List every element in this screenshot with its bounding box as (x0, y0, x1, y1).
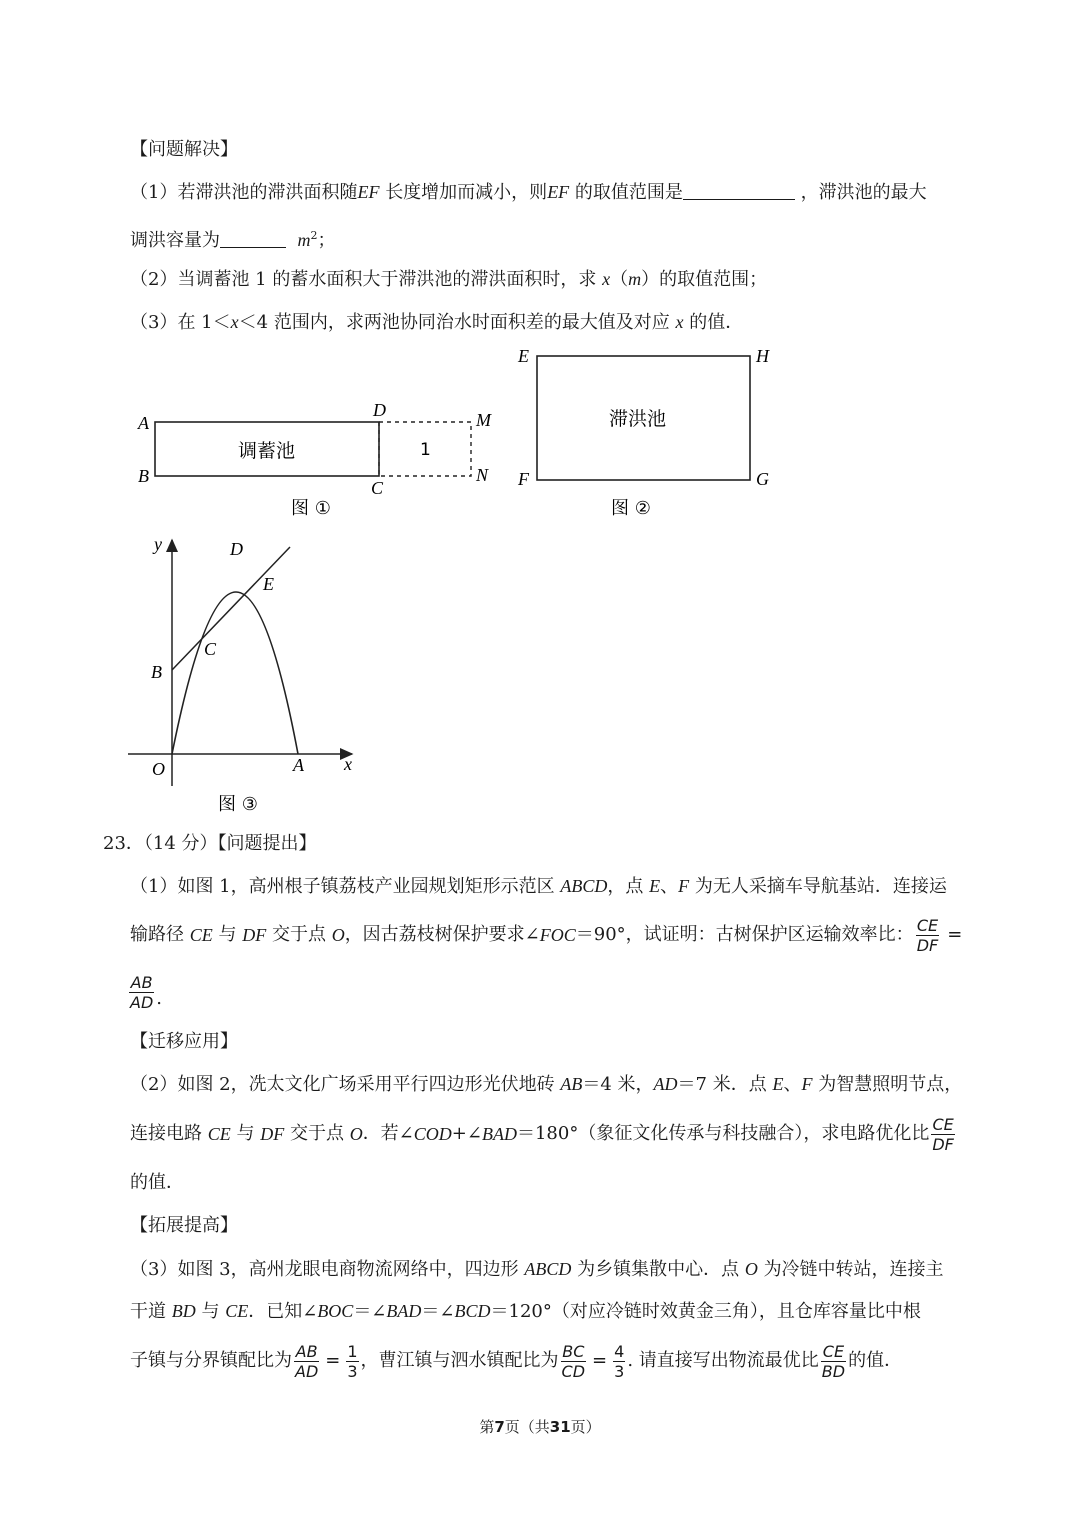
fig3-caption: 图 ③ (218, 794, 258, 815)
q23-part3-line1: （3）如图 3，高州龙眼电商物流网络中，四边形 ABCD 为乡镇集散中心．点 O 为冷链中转站，连接主 (130, 1259, 944, 1280)
figure-1 (137, 400, 492, 519)
line-bc (172, 547, 290, 670)
fraction-ab-ad-2: $\frac{AB}{AD}$ (295, 1341, 319, 1381)
q22-part3: （3）在 1＜x＜4 范围内，求两池协同治水时面积差的最大值及对应 x 的值． (130, 312, 744, 333)
q23-part1-line1: （1）如图 1，高州根子镇荔枝产业园规划矩形示范区 ABCD，点 E、F 为无人采摘车导航基站．连接运 (130, 876, 947, 897)
fig1-region-1: 1 (420, 440, 431, 460)
heading-transfer-apply: 【迁移应用】 (130, 1031, 238, 1052)
fig1-caption: 图 ① (291, 498, 331, 519)
page-footer: 第7页（共31页） (479, 1418, 601, 1436)
q23-part2-line2: 连接电路 CE 与 DF 交于点 O ．若∠ COD +∠ BAD ＝180°（象征文化传承与科技融合），求电路优化比 $\frac{CE}{DF}$ (130, 1114, 954, 1154)
fig3-label-b: B (151, 662, 162, 682)
fig1-label-c: C (371, 478, 384, 498)
fig3-label-y: y (154, 534, 162, 554)
fraction-ab-ad: $\frac{AB}{AD}$ (130, 972, 154, 1012)
q23-part3-line3: 子镇与分界镇配比为 $\frac{AB}{AD}$ = $\frac{1}{3}$ ，曹江镇与泗水镇配比为 $\frac{BC}{CD}$ = $\frac{4}{3}$ . 请直接写出物流最优比 $\frac{CE}{BD}$ 的值． (130, 1341, 903, 1381)
q23-part3-line2: 干道 BD 与 CE．已知∠BOC＝∠BAD＝∠BCD＝120°（对应冷链时效黄金三角），且仓库容量比中根 (130, 1301, 921, 1322)
fraction-ce-df: $\frac{CE}{DF}$ (916, 915, 939, 955)
fig3-label-o: O (152, 759, 165, 779)
heading-problem-solve: 【问题解决】 (130, 139, 238, 160)
q23-part2-line1: （2）如图 2，冼太文化广场采用平行四边形光伏地砖 AB＝4 米，AD＝7 米．点 E、F 为智慧照明节点， (130, 1074, 963, 1095)
fig3-label-e: E (263, 574, 274, 594)
fig2-label-f: F (518, 469, 529, 489)
fraction-bc-cd: $\frac{BC}{CD}$ (561, 1341, 586, 1381)
fig1-region-main: 调蓄池 (238, 440, 296, 462)
q23-part1-line2: 输路径 CE 与 DF 交于点 O ，因古荔枝树保护要求∠ FOC ＝90°，试证明：古树保护区运输效率比： $\frac{CE}{DF}$ = (130, 915, 963, 955)
fig1-label-d: D (373, 400, 386, 420)
fig3-label-a: A (293, 755, 304, 775)
q23-title: 23．（14 分）【问题提出】 (103, 833, 317, 854)
fig2-label-h: H (756, 346, 769, 366)
page-number: 7 (494, 1418, 505, 1436)
q23-part1-line3: $\frac{AB}{AD}$ . (130, 972, 162, 1012)
figure-3 (100, 530, 500, 830)
heading-extend-improve: 【拓展提高】 (130, 1215, 238, 1236)
q22-part2: （2）当调蓄池 1 的蓄水面积大于滞洪池的滞洪面积时，求 x（m）的取值范围； (130, 269, 768, 290)
fig3-label-d: D (230, 539, 243, 559)
fig1-label-b: B (138, 466, 149, 486)
fig3-label-x: x (344, 754, 352, 774)
fraction-ce-df-2: $\frac{CE}{DF}$ (932, 1114, 954, 1154)
fig1-label-a: A (138, 413, 149, 433)
fig1-label-m: M (476, 410, 491, 430)
q23-part2-line3: 的值． (130, 1172, 184, 1193)
q22-part1-line2: 调洪容量为 $m^2$； (130, 229, 336, 251)
fig2-label-e: E (518, 346, 529, 366)
fig1-label-n: N (476, 465, 489, 485)
fig2-caption: 图 ② (611, 498, 651, 519)
fig3-label-c: C (204, 639, 217, 659)
fraction-4-3: $\frac{4}{3}$ (614, 1341, 625, 1381)
fig2-region: 滞洪池 (609, 408, 667, 430)
fig2-label-g: G (756, 469, 769, 489)
total-pages: 31 (549, 1418, 571, 1436)
fraction-1-3: $\frac{1}{3}$ (347, 1341, 358, 1381)
q22-part1-line1: （1）若滞洪池的滞洪面积随EF 长度增加而减小，则EF 的取值范围是 ，滞洪池的最大 (130, 182, 927, 203)
parabola-curve (172, 592, 298, 754)
figure-2 (517, 346, 770, 519)
figure-1-and-2 (0, 0, 1080, 530)
fraction-ce-bd: $\frac{CE}{BD}$ (821, 1341, 846, 1381)
